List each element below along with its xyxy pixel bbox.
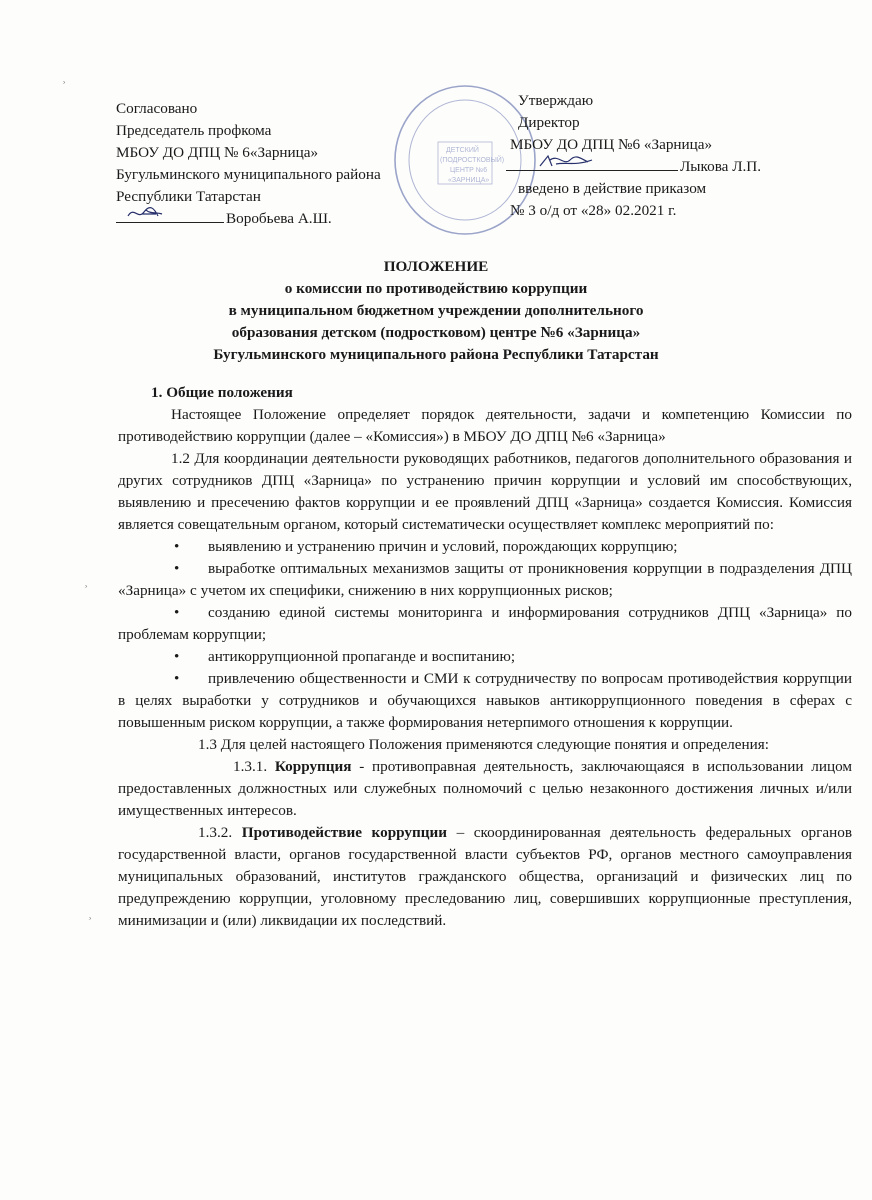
bullet-icon: • (174, 560, 180, 577)
paragraph: 1.2 Для координации деятельности руководящих работников, педагогов дополнительного образования и других сотрудников ДПЦ «Зарница» по устранению причин коррупции и условий им способствующих, выявлению и пресечению фактов коррупции и ее проявлений ДПЦ «Зарница» создается Комиссия. Комиссия является совещательным органом, который систематически осуществляет комплекс мероприятий по: (118, 450, 852, 533)
agreed-republic: Республики Татарстан (116, 188, 261, 205)
scan-speck: ¸ (84, 574, 88, 588)
signature-scribble-icon (116, 202, 176, 224)
title-line: образования детском (подростковом) центре №6 «Зарница» (231, 324, 641, 341)
approved-signer-name: Лыкова Л.П. (680, 158, 762, 175)
bullet-item: • привлечению общественности и СМИ к сотрудничеству по вопросам противодействия коррупции в целях выработки у сотрудников и обучающихся навыков антикоррупционного поведения в сферах с повышенным риском коррупции, а также формирования нетерпимого отношения к коррупции. (118, 670, 852, 731)
bullet-item: • созданию единой системы мониторинга и информирования сотрудников ДПЦ «Зарница» по проблемам коррупции; (118, 604, 852, 643)
bullet-item: • выработке оптимальных механизмов защиты от проникновения коррупции в подразделения ДПЦ «Зарница» с учетом их специфики, снижению в них коррупционных рисков; (118, 560, 852, 599)
document-body (118, 382, 852, 932)
agreed-organization: МБОУ ДО ДПЦ № 6«Зарница» (116, 144, 319, 161)
definition-corruption: 1.3.1. Коррупция - противоправная деятельность, заключающаяся в использовании лицом предоставленных должностных или служебных полномочий с целью незаконного достижения личных и/или имущественных интересов. (118, 758, 852, 819)
approved-signature-line (506, 156, 761, 178)
agreed-signature-line (116, 208, 381, 230)
agreed-label: Согласовано (116, 100, 198, 117)
approved-label: Утверждаю (518, 92, 594, 109)
approved-position: Директор (518, 114, 580, 131)
signature-field (116, 208, 224, 223)
section-heading: 1. Общие положения (151, 384, 293, 401)
bullet-item: • антикоррупционной пропаганде и воспитанию; (118, 646, 852, 668)
approved-order-note: введено в действие приказом (518, 180, 707, 197)
agreement-block (116, 98, 381, 230)
svg-text:ДЕТСКИЙ: ДЕТСКИЙ (446, 147, 479, 154)
scan-speck: ¸ (88, 906, 92, 920)
scan-speck: ¸ (62, 70, 66, 84)
approved-order-number: № 3 о/д от «28» 02.2021 г. (510, 202, 677, 219)
paragraph: 1.3 Для целей настоящего Положения применяются следующие понятия и определения: (198, 736, 769, 753)
signature-scribble-icon (536, 150, 616, 172)
agreed-district: Бугульминского муниципального района (116, 166, 381, 183)
bullet-icon: • (174, 538, 180, 555)
signature-field (506, 156, 678, 171)
title-line: в муниципальном бюджетном учреждении дополнительного (228, 302, 644, 319)
approved-organization: МБОУ ДО ДПЦ №6 «Зарница» (510, 136, 713, 153)
bullet-item: • выявлению и устранению причин и условий, порождающих коррупцию; (118, 536, 852, 558)
approval-block (510, 90, 761, 222)
svg-text:«ЗАРНИЦА»: «ЗАРНИЦА» (448, 177, 490, 184)
term: Коррупция (274, 758, 352, 775)
bullet-icon: • (174, 604, 180, 621)
document-title: ПОЛОЖЕНИЕ (383, 258, 489, 275)
bullet-icon: • (174, 648, 180, 665)
svg-text:(ПОДРОСТКОВЫЙ): (ПОДРОСТКОВЫЙ) (440, 157, 505, 164)
bullet-icon: • (174, 670, 180, 687)
paragraph: Настоящее Положение определяет порядок деятельности, задачи и компетенцию Комиссии по противодействию коррупции (далее – «Комиссия») в МБОУ ДО ДПЦ №6 «Зарница» (118, 406, 852, 445)
title-line: о комиссии по противодействию коррупции (284, 280, 588, 297)
definition-counteraction: 1.3.2. Противодействие коррупции – скоординированная деятельность федеральных органов государственной власти, органов государственной власти субъектов РФ, органов местного самоуправления муниципальных образований, институтов гражданского общества, организаций и физических лиц по предупреждению коррупции, уголовному преследованию лиц, совершивших коррупционные преступления, минимизации и (или) ликвидации их последствий. (118, 824, 852, 929)
agreed-signer-name: Воробьева А.Ш. (226, 210, 332, 227)
svg-text:ЦЕНТР №6: ЦЕНТР №6 (450, 167, 488, 174)
title-line: Бугульминского муниципального района Республики Татарстан (213, 346, 659, 363)
term: Противодействие коррупции (241, 824, 447, 841)
agreed-position: Председатель профкома (116, 122, 272, 139)
